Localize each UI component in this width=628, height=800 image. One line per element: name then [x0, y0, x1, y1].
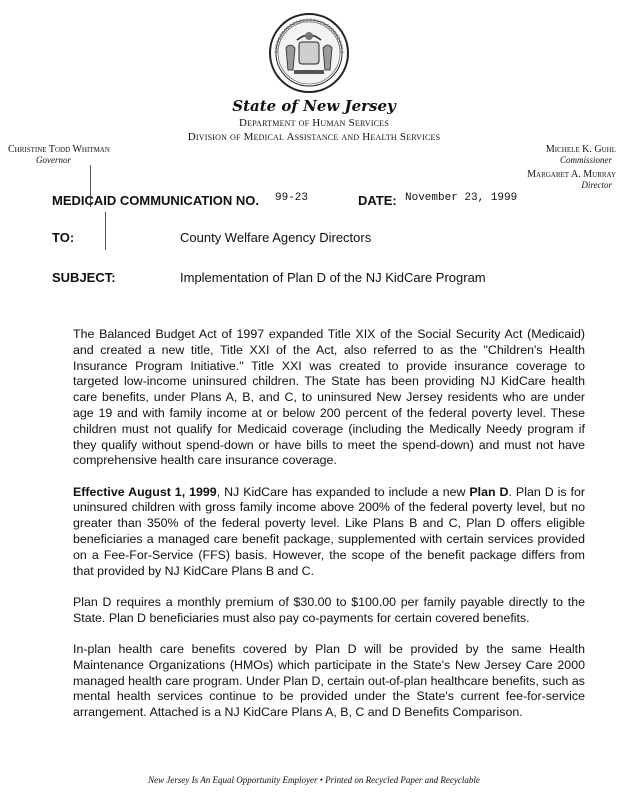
date-label: DATE: [358, 193, 397, 208]
date-value: November 23, 1999 [405, 192, 518, 204]
state-seal-icon [268, 12, 350, 94]
state-title: State of New Jersey [232, 97, 396, 115]
scan-mark [105, 212, 106, 250]
governor-name: Christine Todd Whitman [8, 144, 110, 155]
effective-date-text: Effective August 1, 1999 [73, 484, 217, 499]
paragraph-1: The Balanced Budget Act of 1997 expanded Title XIX of the Social Security Act (Medicaid) and created a new title, Title XXI of the Act, also referred to as the "Children's Health Insurance Program Initiative." Title XXI was created to provide insurance coverage to targeted low-income uninsured children. The State has been providing NJ KidCare health care benefits, under Plans A, B, and C, to uninsured New Jersey residents who are under age 19 and with family income at or below 200 percent of the federal poverty level. These children must not qualify for Medicaid coverage (including the Medically Needy program if they qualify without spend-down or have bills to meet the spend-down) and must not have comprehensive health care insurance coverage. [73, 327, 585, 468]
communication-label: MEDICAID COMMUNICATION NO. [52, 193, 260, 208]
commissioner-name: Michele K. Guhl [545, 144, 616, 155]
communication-number: 99-23 [275, 192, 309, 204]
paragraph-4: In-plan health care benefits covered by Plan D will be provided by the same Health Maintenance Organizations (HMOs) which participate in the State's New Jersey Care 2000 managed health care program. Under Plan D, certain out-of-plan healthcare benefits, such as mental health services continue to be provided under the State's current fee-for-service arrangement. Attached is a NJ KidCare Plans A, B, C and D Benefits Comparison. [73, 642, 585, 720]
paragraph-3: Plan D requires a monthly premium of $30.00 to $100.00 per family payable directly to the State. Plan D beneficiaries must also pay co-payments for certain covered benefits. [73, 594, 585, 625]
director-name: Margaret A. Murray [527, 169, 616, 180]
department-name: Department of Human Services [238, 117, 389, 129]
plan-d-text: Plan D [469, 484, 509, 499]
governor-block [8, 144, 110, 165]
paragraph-2 [73, 485, 585, 580]
to-label: TO: [52, 230, 75, 245]
footer-text: New Jersey Is An Equal Opportunity Employer • Printed on Recycled Paper and Recyclable [148, 775, 480, 785]
subject-value: Implementation of Plan D of the NJ KidCare Program [180, 270, 486, 285]
memo-body [73, 327, 585, 737]
commissioner-title: Commissioner [559, 155, 612, 165]
division-name: Division of Medical Assistance and Health Services [187, 131, 441, 143]
director-title: Director [581, 180, 612, 190]
paragraph-2-rest: . Plan D is for uninsured children with gross family income above 200% of the federal poverty level, but no greater than 350% of the federal poverty level. Like Plans B and C, Plan D offers eligible beneficiaries a managed care benefit package, supplemented with certain services provided on a Fee-For-Service (FFS) basis. However, the scope of the benefit package differs from that provided by NJ KidCare Plans B and C. [73, 484, 586, 578]
paragraph-2-mid: , NJ KidCare has expanded to include a new [216, 484, 470, 499]
subject-label: SUBJECT: [52, 270, 116, 285]
to-value: County Welfare Agency Directors [180, 230, 372, 245]
governor-title: Governor [36, 155, 71, 165]
officials-block [527, 144, 616, 190]
